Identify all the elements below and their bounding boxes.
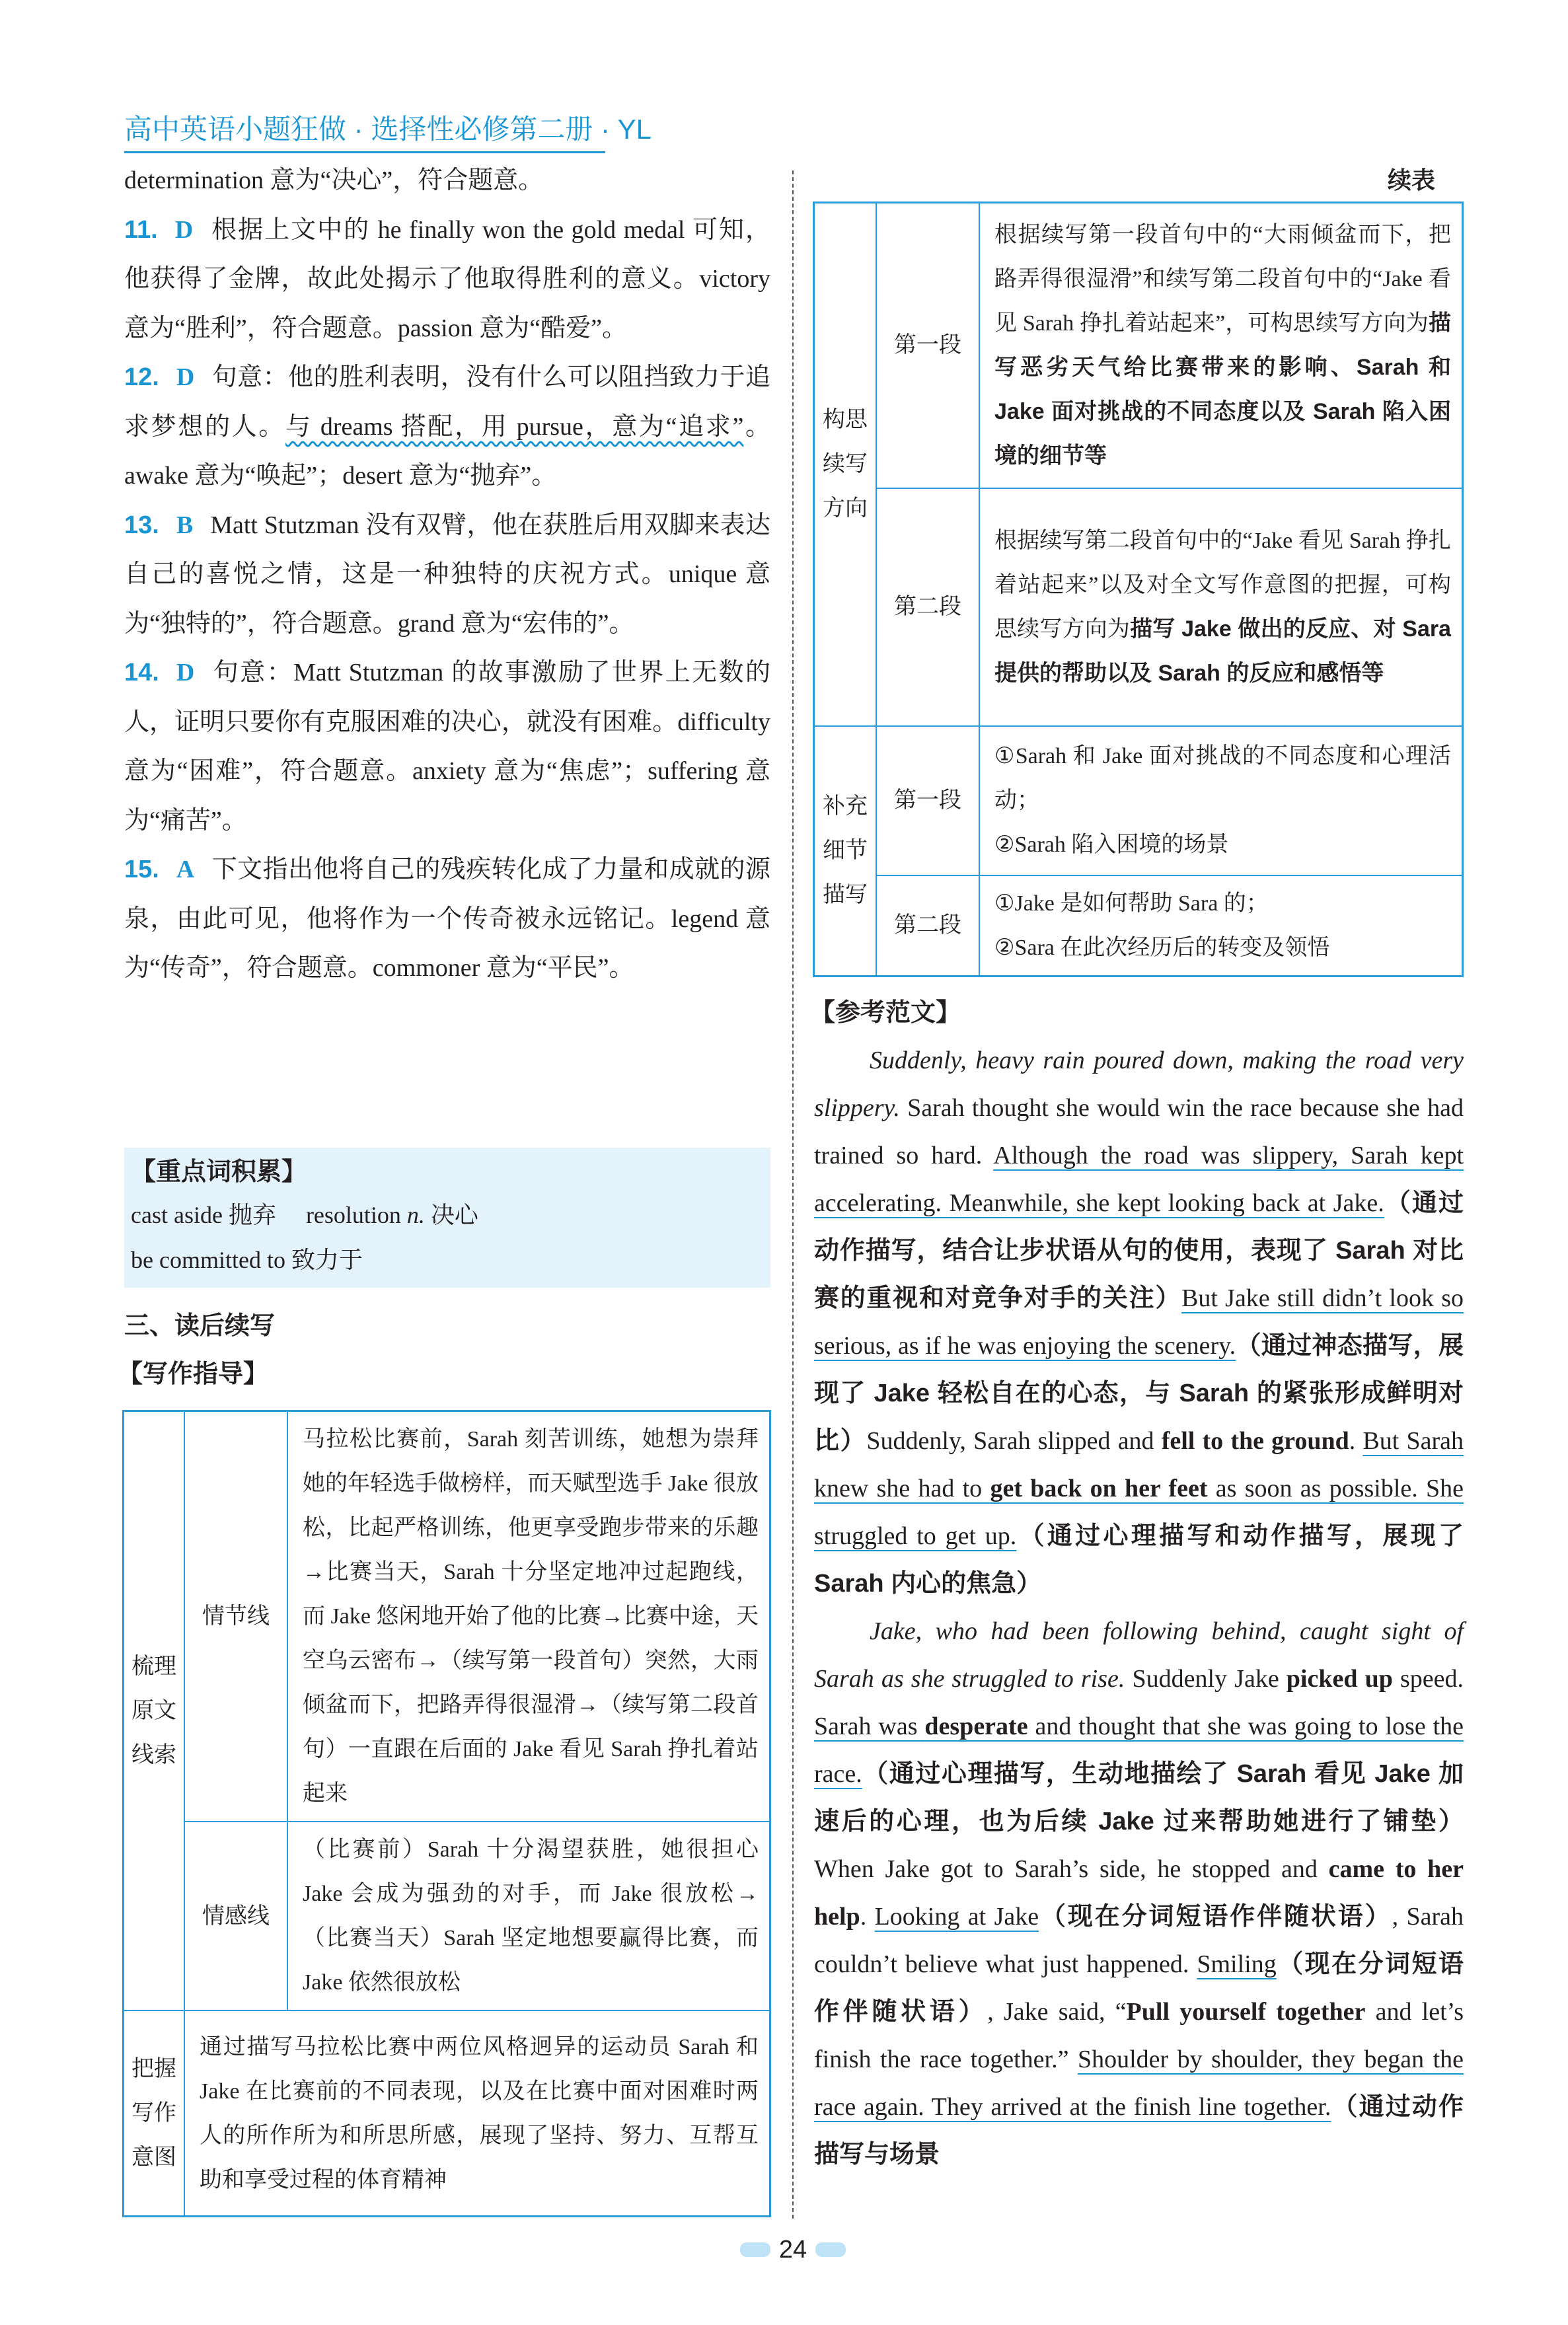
table-continued-label: 续表: [1388, 166, 1436, 194]
text-run: 与 dreams 搭配，用 pursue，意为“追求”: [285, 412, 744, 441]
answer-item: [124, 845, 770, 993]
row-group-label: 梳理原文线索: [124, 1411, 185, 2011]
answer-letter: A: [176, 856, 195, 883]
page-number: [740, 2234, 846, 2265]
essay-paragraph: [814, 1607, 1464, 2178]
emotion-line-text: （比赛前）Sarah 十分渴望获胜，她很担心 Jake 会成为强劲的对手，而 Jake 很放松→（比赛当天）Sarah 坚定地想要赢得比赛，而 Jake 依然很放松: [287, 1822, 770, 2011]
question-number: 11.: [124, 215, 158, 244]
detail-line: ①Jake 是如何帮助 Sara 的；: [994, 891, 1269, 916]
answer-item: [124, 648, 770, 845]
writing-guide-table: [122, 1410, 771, 2217]
question-number: 14.: [124, 659, 159, 686]
answer-intro-text: [124, 156, 770, 205]
text-run: Matt Stutzman 没有双臂，他在获胜后用双脚来表达自己的喜悦之情，这是一种独特的庆祝方式。unique 意为“独特的”，符合题意。grand 意为“宏伟的”。: [124, 511, 770, 638]
text-run: n.: [406, 1202, 425, 1228]
question-number: 13.: [124, 511, 159, 539]
writing-direction-table: [813, 202, 1464, 977]
text-run: as soon as possible. She struggled to get up.: [814, 1475, 1464, 1550]
text-run: （通过动作描写，结合让步状语从句的使用，表现了 Sarah 对比赛的重视和对竞争对手的关注）: [814, 1189, 1464, 1312]
text-run: .: [1349, 1427, 1363, 1455]
model-essay-title: 【参考范文】: [810, 999, 961, 1027]
text-run: 描写 Jake 做出的反应、对 Sara 提供的帮助以及 Sarah 的反应和感悟等: [994, 616, 1452, 686]
question-number: 15.: [124, 856, 159, 883]
text-run: 句意：Matt Stutzman 的故事激励了世界上无数的人，证明只要你有克服困难的决心，就没有困难。difficulty 意为“困难”，符合题意。anxiety 意为“焦虑”；suffering 意为“痛苦”。: [124, 659, 770, 834]
row-label: 情节线: [184, 1411, 287, 1822]
text-run: 根据续写第一段首句中的“大雨倾盆而下，把路弄得很湿滑”和续写第二段首句中的“Jake 看见 Sarah 挣扎着站起来”，可构思续写方向为: [994, 222, 1451, 336]
text-run: picked up: [1286, 1665, 1393, 1693]
paragraph-one-details: [979, 726, 1463, 875]
text-run: be committed to 致力于: [131, 1247, 363, 1273]
answer-item: [124, 205, 770, 353]
answer-letter: D: [176, 659, 195, 686]
row-group-label: 构思续写方向: [814, 203, 877, 726]
text-run: Although the road was slippery, Sarah kept accelerating. Meanwhile, she kept looking back at Jake.: [814, 1142, 1464, 1217]
row-group-label: 补充细节描写: [814, 726, 877, 977]
text-run: （通过心理描写和动作描写，展现了 Sarah 内心的焦急）: [814, 1522, 1464, 1598]
text-run: （通过神态描写，展现了 Jake 轻松自在的心态，与 Sarah 的紧张形成鲜明对比）: [814, 1332, 1464, 1455]
text-run: Pull yourself together: [1126, 1998, 1366, 2026]
plot-line-text: 马拉松比赛前，Sarah 刻苦训练，她想为崇拜她的年轻选手做榜样，而天赋型选手 Jake 很放松，比起严格训练，他更享受跑步带来的乐趣→比赛当天，Sarah 十分坚定地冲过起跑线，而 Jake 悠闲地开始了他的比赛→比赛中途，天空乌云密布→（续写第一段首句）突然，大雨倾盆而下，把路弄得很湿滑→（续写第二段首句）一直跟在后面的 Jake 看见 Sarah 挣扎着站起来: [287, 1411, 770, 1822]
text-run: （现在分词短语作伴随状语）: [814, 1950, 1464, 2026]
text-run: When Jake got to Sarah’s side, he stopped and: [814, 1855, 1329, 1883]
book-header-title: 高中英语小题狂做 · 选择性必修第二册 · YL: [124, 108, 605, 153]
text-run: cast aside 抛弃 resolution: [131, 1202, 407, 1228]
writing-guide-title: 【写作指导】: [118, 1360, 269, 1388]
text-run: determination 意为“决心”，符合题意。: [124, 166, 544, 194]
row-group-label: 把握写作意图: [124, 2011, 185, 2217]
page-number-text: 24: [778, 2236, 807, 2264]
text-run: Looking at Jake: [874, 1903, 1039, 1931]
answer-letter: D: [176, 363, 195, 391]
answer-list: [124, 205, 770, 993]
question-number: 12.: [124, 363, 159, 391]
text-run: But Sarah knew she had to: [814, 1427, 1464, 1502]
text-run: get back on her feet: [990, 1475, 1208, 1502]
text-run: Suddenly, Sarah slipped and: [866, 1427, 1162, 1455]
text-run: （通过动作描写与场景: [814, 2093, 1464, 2168]
vocab-title: 【重点词积累】: [131, 1158, 307, 1186]
essay-paragraph: [814, 1037, 1464, 1607]
text-run: （通过心理描写，生动地描绘了 Sarah 看见 Jake 加速后的心理，也为后续 Jake 过来帮助她进行了铺垫）: [814, 1760, 1464, 1835]
text-run: , Sarah couldn’t believe what just happened.: [814, 1903, 1464, 1978]
model-essay: [810, 989, 1464, 2178]
detail-line: ②Sara 在此次经历后的转变及领悟: [994, 935, 1330, 960]
text-run: came to her help: [814, 1855, 1464, 1931]
text-run: fell to the ground: [1161, 1427, 1349, 1455]
row-label: 第二段: [876, 488, 979, 726]
detail-line: ②Sarah 陷入困境的场景: [994, 832, 1229, 857]
paragraph-one-direction: [979, 203, 1463, 488]
row-label: 第二段: [876, 875, 979, 977]
text-run: 描写恶劣天气给比赛带来的影响、Sarah 和 Jake 面对挑战的不同态度以及 Sarah 陷入困境的细节等: [994, 310, 1451, 468]
row-label: 情感线: [184, 1822, 287, 2011]
text-run: Sarah thought she would win the race because she had trained so hard.: [814, 1094, 1464, 1169]
text-run: , Jake said, “: [987, 1998, 1127, 2026]
text-run: Jake, who had been following behind, caught sight of Sarah as she struggled to rise.: [814, 1617, 1464, 1693]
text-run: .: [860, 1903, 875, 1931]
text-run: and thought that she was going to lose the race.: [814, 1713, 1464, 1788]
text-run: and let’s finish the race together.”: [814, 1998, 1464, 2073]
text-run: 根据续写第二段首句中的“Jake 看见 Sarah 挣扎着站起来”以及对全文写作意图的把握，可构思续写方向为: [994, 528, 1451, 642]
answer-item: [124, 501, 770, 649]
answer-letter: D: [174, 215, 194, 244]
text-run: Smiling: [1197, 1950, 1277, 1978]
text-run: But Jake still didn’t look so serious, as if he was enjoying the scenery.: [814, 1284, 1464, 1360]
vocab-line: [131, 1193, 764, 1237]
answer-item: [124, 353, 770, 501]
paragraph-two-details: [979, 875, 1463, 977]
text-run: 决心: [424, 1202, 478, 1228]
vocab-line: [131, 1237, 764, 1282]
key-vocabulary-box: [124, 1148, 770, 1288]
text-run: Suddenly, heavy rain poured down, making the road very slippery.: [814, 1047, 1464, 1122]
row-label: 第一段: [876, 203, 979, 488]
row-label: 第一段: [876, 726, 979, 875]
paragraph-two-direction: [979, 488, 1463, 726]
text-run: （现在分词短语作伴随状语）: [1039, 1903, 1392, 1931]
text-run: speed.: [1392, 1665, 1464, 1693]
column-divider: [792, 170, 794, 2219]
answer-explanations: [124, 156, 770, 993]
text-run: Suddenly Jake: [1125, 1665, 1287, 1693]
text-run: Sarah was: [814, 1713, 925, 1740]
text-run: 根据上文中的 he finally won the gold medal 可知，他获得了金牌，故此处揭示了他取得胜利的意义。victory 意为“胜利”，符合题意。passion 意为“酷爱”。: [124, 215, 770, 342]
answer-letter: B: [176, 511, 194, 539]
section-title: 三、读后续写: [124, 1312, 276, 1340]
text-run: 下文指出他将自己的残疾转化成了力量和成就的源泉，由此可见，他将作为一个传奇被永远铭记。legend 意为“传奇”，符合题意。commoner 意为“平民”。: [124, 856, 770, 982]
text-run: 。awake 意为“唤起”；desert 意为“抛弃”。: [124, 412, 770, 490]
writing-intent-text: 通过描写马拉松比赛中两位风格迥异的运动员 Sarah 和 Jake 在比赛前的不同表现，以及在比赛中面对困难时两人的所作所为和所思所感，展现了坚持、努力、互帮互助和享受过程的体育精神: [184, 2011, 770, 2217]
detail-line: ①Sarah 和 Jake 面对挑战的不同态度和心理活动；: [994, 744, 1451, 813]
text-run: 句意：他的胜利表明，没有什么可以阻挡致力于追求梦想的人。: [124, 363, 770, 441]
text-run: desperate: [924, 1713, 1028, 1740]
text-run: Shoulder by shoulder, they began the race again. They arrived at the finish line together.: [814, 2046, 1464, 2121]
